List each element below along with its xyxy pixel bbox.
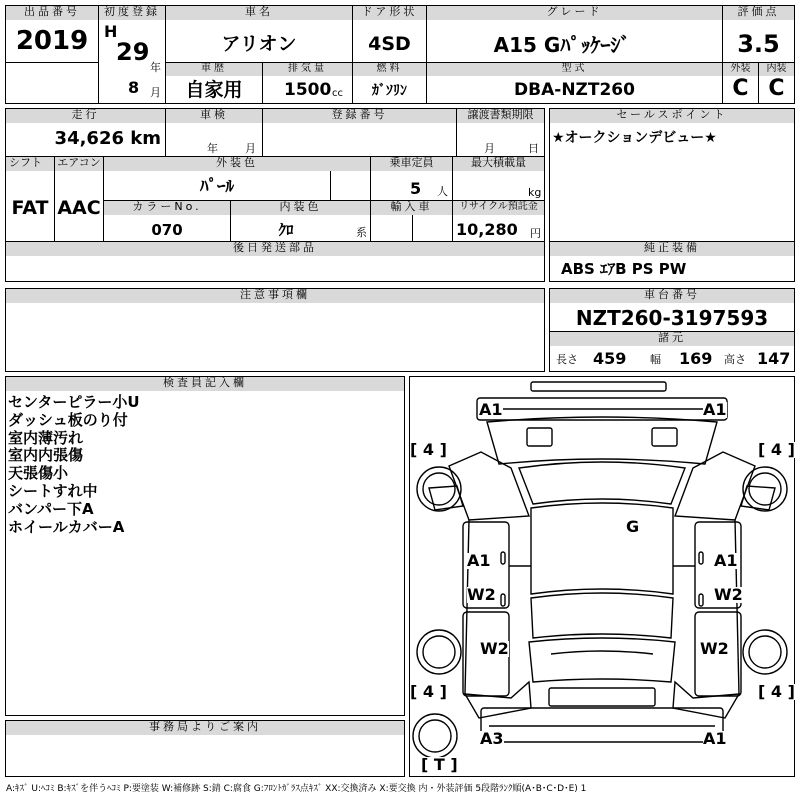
auction-no-value: 2019 bbox=[15, 26, 89, 56]
fuel-label: 燃料 bbox=[353, 63, 426, 76]
sales-point-value: ★オークションデビュー★ bbox=[552, 130, 717, 146]
damage-rear-left: A3 bbox=[480, 729, 504, 748]
tire-rear-left: [ 4 ] bbox=[410, 682, 447, 701]
damage-door-rear-left: W2 bbox=[467, 585, 496, 604]
ext-grade-value: C bbox=[732, 76, 749, 101]
door-value: 4SD bbox=[368, 33, 411, 55]
first-reg-label: 初度登録 bbox=[99, 6, 165, 20]
mileage-label: 走行 bbox=[6, 109, 165, 123]
inspector-item: センターピラー小U bbox=[8, 393, 140, 411]
score-value: 3.5 bbox=[737, 30, 780, 58]
int-grade-value: C bbox=[768, 76, 785, 101]
shift-label: シフト bbox=[6, 157, 54, 171]
inspection-month-unit: 月 bbox=[245, 142, 256, 155]
sales-point-section bbox=[549, 108, 795, 242]
later-parts-label: 後日発送部品 bbox=[6, 242, 544, 256]
inspection-label: 車検 bbox=[166, 109, 262, 123]
max-load-label: 最大積載量 bbox=[453, 157, 544, 171]
grade-label: グレード bbox=[427, 6, 722, 20]
displacement-label: 排気量 bbox=[263, 63, 352, 76]
legend-text: A:ｷｽﾞ U:ﾍｺﾐ B:ｷｽﾞを伴うﾍｺﾐ P:要塗装 W:補修跡 S:錆 C:腐食 G:ﾌﾛﾝﾄｶﾞﾗｽ点ｷｽﾞ XX:交換済み X:要交換 内・外装評価 5段階ﾗﾝｸ順(A･B･C･D･E) 1 bbox=[6, 784, 587, 794]
fuel-value: ｶﾞｿﾘﾝ bbox=[372, 83, 407, 99]
chassis-label: 車台番号 bbox=[550, 289, 794, 303]
model-value: DBA-NZT260 bbox=[514, 80, 635, 100]
ext-color-value: ﾊﾟｰﾙ bbox=[200, 177, 234, 197]
inspector-item: 室内薄汚れ bbox=[8, 428, 84, 447]
width-value: 169 bbox=[679, 349, 713, 368]
ac-value: AAC bbox=[57, 197, 101, 219]
history-value: 自家用 bbox=[185, 79, 243, 101]
max-load-unit: kg bbox=[528, 186, 542, 199]
equipment-label: 純正装備 bbox=[550, 242, 794, 256]
capacity-label: 乗車定員 bbox=[371, 157, 452, 171]
damage-door-rear-right: W2 bbox=[714, 585, 743, 604]
inspector-list bbox=[8, 394, 140, 536]
inspector-item: ダッシュ板のり付 bbox=[8, 410, 128, 429]
notes-label: 注意事項欄 bbox=[6, 289, 544, 303]
height-label: 高さ bbox=[724, 353, 746, 366]
width-label: 幅 bbox=[650, 353, 661, 366]
chassis-value: NZT260-3197593 bbox=[575, 306, 769, 330]
transfer-day-unit: 日 bbox=[528, 142, 539, 155]
damage-door-front-left: A1 bbox=[467, 551, 491, 570]
int-color-value: ｸﾛ bbox=[278, 221, 294, 239]
inspector-item: バンパー下A bbox=[8, 499, 94, 518]
recycle-unit: 円 bbox=[530, 227, 541, 240]
score-label: 評価点 bbox=[723, 6, 794, 20]
mileage-value: 34,626 km bbox=[54, 128, 161, 149]
shift-value: FAT bbox=[11, 197, 49, 219]
first-reg-year-unit: 年 bbox=[150, 61, 161, 74]
first-reg-month: 8 bbox=[128, 78, 140, 97]
inspection-year-unit: 年 bbox=[207, 142, 218, 155]
inspector-item: 室内内張傷 bbox=[8, 446, 84, 465]
height-value: 147 bbox=[757, 349, 791, 368]
tire-front-right: [ 4 ] bbox=[758, 440, 795, 459]
length-label: 長さ bbox=[556, 353, 578, 366]
capacity-unit: 人 bbox=[437, 185, 448, 198]
inspector-item: ホイールカバーA bbox=[8, 517, 125, 536]
car-name-label: 車名 bbox=[166, 6, 352, 20]
displacement-value: 1500 bbox=[284, 80, 332, 100]
recycle-label: リサイクル預託金 bbox=[453, 201, 544, 215]
inspector-label: 検査員記入欄 bbox=[6, 377, 404, 391]
spare-tire: [ T ] bbox=[421, 755, 458, 774]
damage-front-right: A1 bbox=[703, 400, 727, 419]
inspector-item: 天張傷小 bbox=[8, 464, 69, 483]
length-value: 459 bbox=[593, 349, 627, 368]
specs-label: 諸元 bbox=[550, 332, 794, 346]
ac-label: エアコン bbox=[55, 157, 103, 171]
office-label: 事務局よりご案内 bbox=[6, 721, 404, 735]
displacement-unit: cc bbox=[332, 88, 343, 99]
capacity-value: 5 bbox=[410, 179, 422, 198]
damage-rear-right: A1 bbox=[703, 729, 727, 748]
inspector-item: シートすれ中 bbox=[8, 481, 98, 500]
history-label: 車歴 bbox=[166, 63, 262, 76]
damage-front-left: A1 bbox=[479, 400, 503, 419]
int-grade-label: 内装 bbox=[759, 63, 794, 76]
damage-fender-rear-right: W2 bbox=[700, 639, 729, 658]
reg-no-label: 登録番号 bbox=[263, 109, 456, 123]
damage-door-front-right: A1 bbox=[714, 551, 738, 570]
import-label: 輸入車 bbox=[371, 201, 452, 215]
grade-value: A15 Gﾊﾟｯｹｰｼﾞ bbox=[493, 33, 631, 57]
first-reg-era: H bbox=[104, 22, 118, 41]
first-reg-month-unit: 月 bbox=[150, 86, 161, 99]
transfer-month-unit: 月 bbox=[484, 142, 495, 155]
car-diagram-drawing bbox=[409, 376, 795, 777]
sales-point-label: セールスポイント bbox=[550, 109, 794, 123]
color-no-label: カラーNo. bbox=[104, 201, 230, 215]
recycle-value: 10,280 bbox=[456, 220, 518, 239]
ext-grade-label: 外装 bbox=[723, 63, 758, 76]
first-reg-year: 29 bbox=[116, 38, 150, 66]
ext-color-label: 外装色 bbox=[104, 157, 370, 171]
color-no-value: 070 bbox=[151, 221, 183, 239]
int-color-unit: 系 bbox=[356, 226, 367, 239]
tire-front-left: [ 4 ] bbox=[410, 440, 447, 459]
auction-no-label: 出品番号 bbox=[6, 6, 98, 20]
model-label: 型式 bbox=[427, 63, 722, 76]
equipment-value: ABS ｴｱB PS PW bbox=[561, 260, 687, 278]
transfer-label: 譲渡書類期限 bbox=[457, 109, 544, 123]
damage-fender-rear-left: W2 bbox=[480, 639, 509, 658]
tire-rear-right: [ 4 ] bbox=[758, 682, 795, 701]
door-label: ドア形状 bbox=[353, 6, 426, 20]
int-color-label: 内装色 bbox=[231, 201, 370, 215]
car-name-value: アリオン bbox=[221, 33, 297, 55]
damage-roof: G bbox=[626, 517, 640, 536]
